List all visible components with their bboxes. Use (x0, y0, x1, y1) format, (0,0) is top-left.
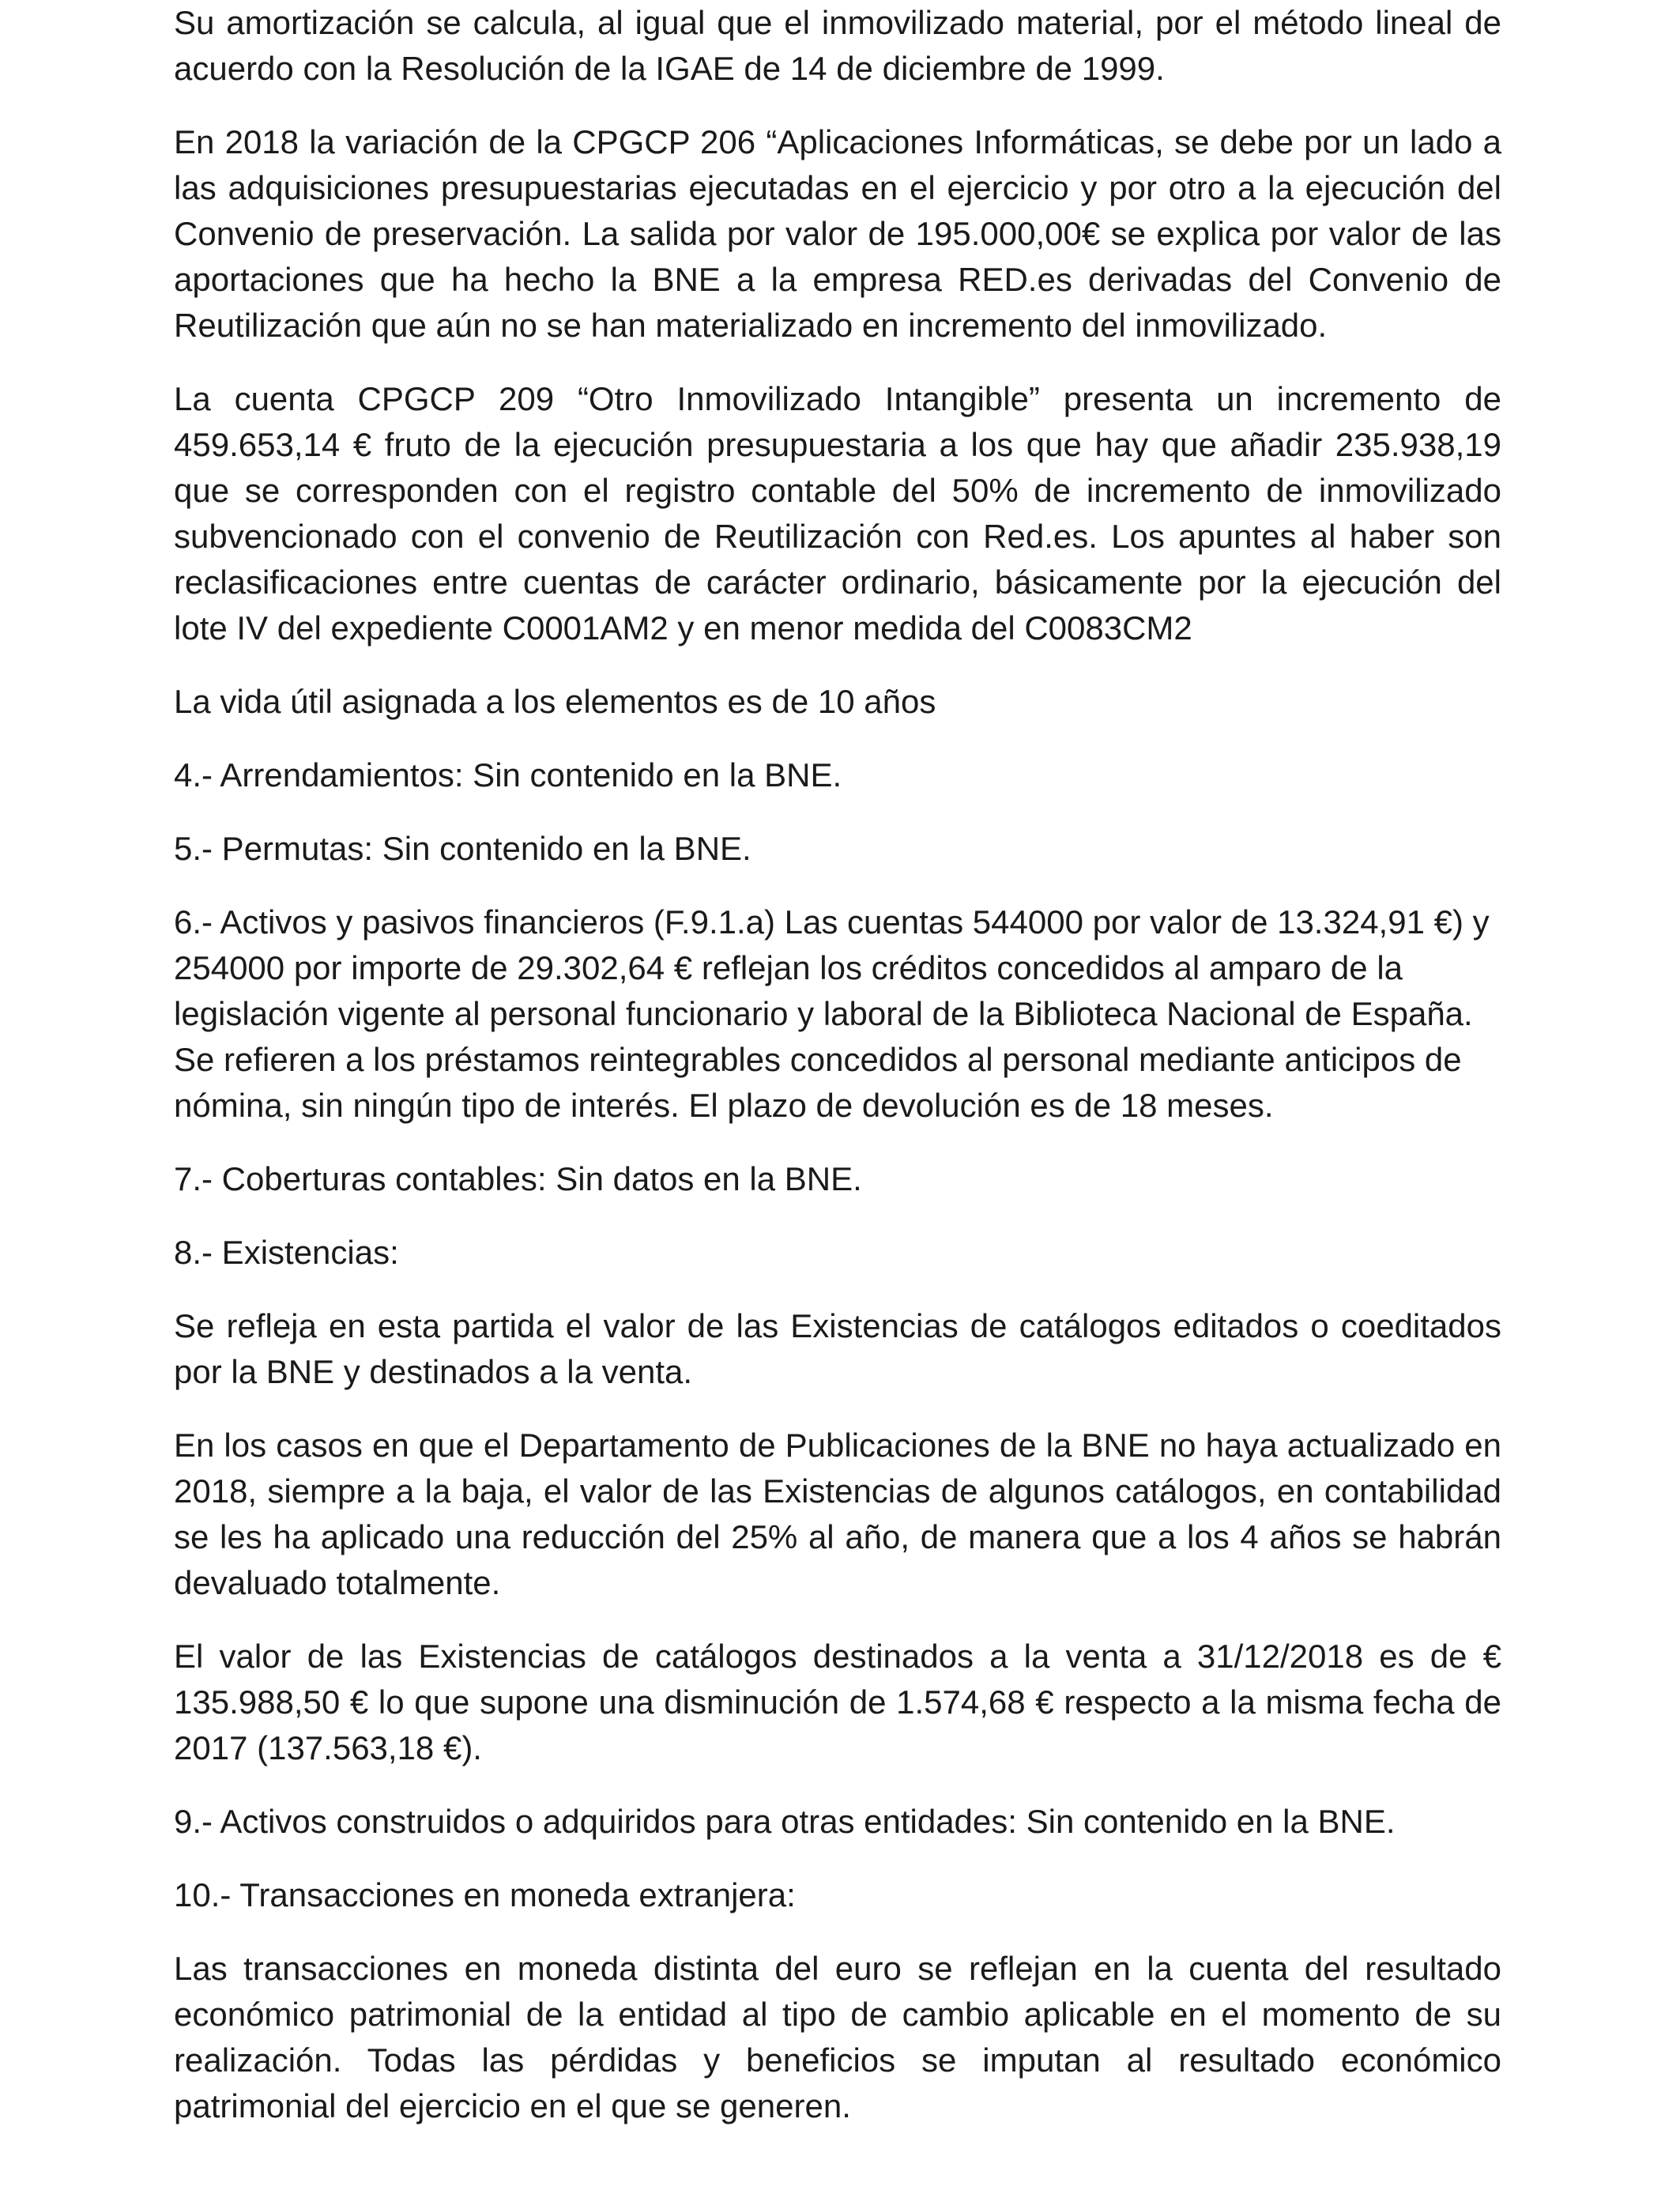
paragraph-existencias-catalogos: Se refleja en esta partida el valor de las Existencias de catálogos editados o coeditados por la BNE y destinados a la venta. (174, 1307, 1501, 1390)
section-existencias-heading: 8.- Existencias: (174, 1234, 399, 1271)
section-coberturas-contables: 7.- Coberturas contables: Sin datos en la BNE. (174, 1160, 862, 1197)
paragraph-existencias-valor: El valor de las Existencias de catálogos destinados a la venta a 31/12/2018 es de € 135.988,50 € lo que supone una disminución de 1.574,68 € respecto a la misma fecha de 2017 (137.563,18 €). (174, 1638, 1501, 1766)
paragraph-amortizacion: Su amortización se calcula, al igual que el inmovilizado material, por el método lineal de acuerdo con la Resolución de la IGAE de 14 de diciembre de 1999. (174, 4, 1501, 87)
section-activos-construidos: 9.- Activos construidos o adquiridos para otras entidades: Sin contenido en la BNE. (174, 1803, 1396, 1840)
section-permutas: 5.- Permutas: Sin contenido en la BNE. (174, 830, 751, 867)
document-page (174, 0, 1501, 2157)
paragraph-cpgcp-206: En 2018 la variación de la CPGCP 206 “Aplicaciones Informáticas, se debe por un lado a las adquisiciones presupuestarias ejecutadas en el ejercicio y por otro a la ejecución del Convenio de preservación. La salida por valor de 195.000,00€ se explica por valor de las aportaciones que ha hecho la BNE a la empresa RED.es derivadas del Convenio de Reutilización que aún no se han materializado en incremento del inmovilizado. (174, 123, 1501, 344)
section-moneda-extranjera-heading: 10.- Transacciones en moneda extranjera: (174, 1876, 796, 1913)
section-arrendamientos: 4.- Arrendamientos: Sin contenido en la BNE. (174, 756, 842, 794)
paragraph-vida-util: La vida útil asignada a los elementos es de 10 años (174, 683, 936, 720)
section-activos-pasivos-financieros: 6.- Activos y pasivos financieros (F.9.1.a) Las cuentas 544000 por valor de 13.324,91 €) y 254000 por importe de 29.302,64 € reflejan los créditos concedidos al amparo de la legislación vigente al personal funcionario y laboral de la Biblioteca Nacional de España. Se refieren a los préstamos reintegrables concedidos al personal mediante anticipos de nómina, sin ningún tipo de interés. El plazo de devolución es de 18 meses. (174, 903, 1490, 1124)
paragraph-existencias-reduccion: En los casos en que el Departamento de Publicaciones de la BNE no haya actualizado en 2018, siempre a la baja, el valor de las Existencias de algunos catálogos, en contabilidad se les ha aplicado una reducción del 25% al año, de manera que a los 4 años se habrán devaluado totalmente. (174, 1427, 1501, 1601)
paragraph-cpgcp-209: La cuenta CPGCP 209 “Otro Inmovilizado Intangible” presenta un incremento de 459.653,14 € fruto de la ejecución presupuestaria a los que hay que añadir 235.938,19 que se corresponden con el registro contable del 50% de incremento de inmovilizado subvencionado con el convenio de Reutilización con Red.es. Los apuntes al haber son reclasificaciones entre cuentas de carácter ordinario, básicamente por la ejecución del lote IV del expediente C0001AM2 y en menor medida del C0083CM2 (174, 380, 1501, 647)
paragraph-moneda-extranjera: Las transacciones en moneda distinta del euro se reflejan en la cuenta del resultado económico patrimonial de la entidad al tipo de cambio aplicable en el momento de su realización. Todas las pérdidas y beneficios se imputan al resultado económico patrimonial del ejercicio en el que se generen. (174, 1950, 1501, 2124)
